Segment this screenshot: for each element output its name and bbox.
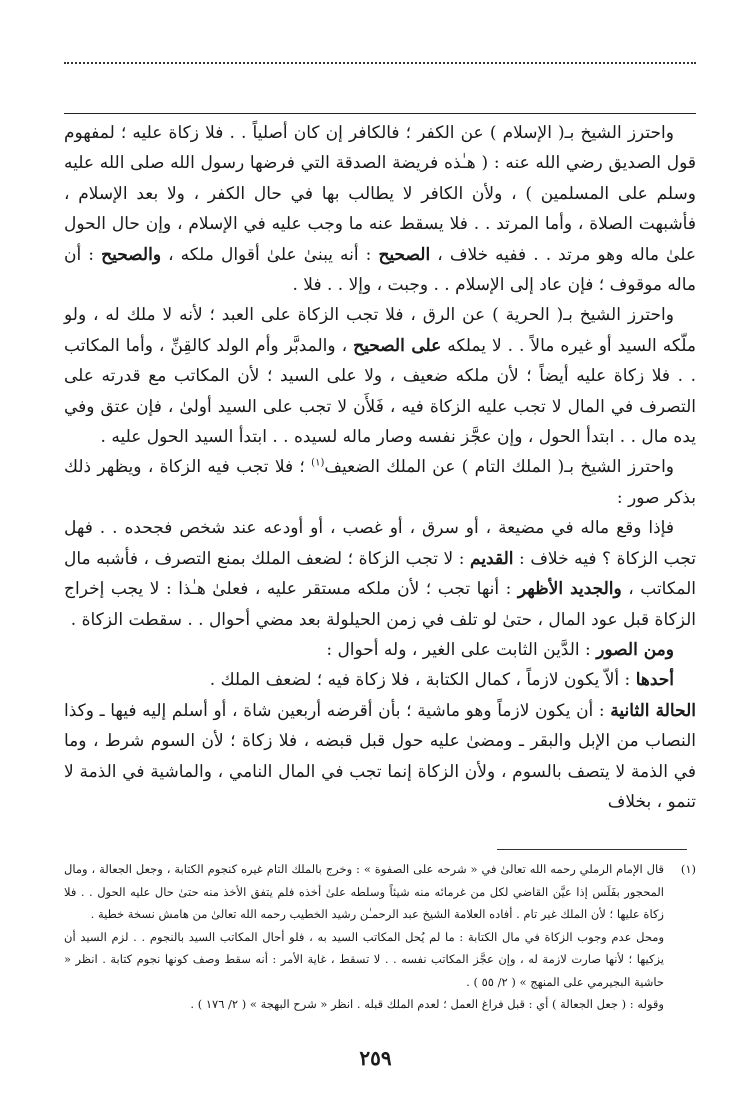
bold-term: والجديد الأظهر xyxy=(517,579,622,600)
paragraph-debt-cases: ومن الصور : الدَّين الثابت على الغير ، وله أحوال : xyxy=(326,639,674,660)
header-rule xyxy=(64,113,696,114)
footnote-number: (١) xyxy=(680,862,696,876)
paragraph-lost-property: فإذا وقع ماله في مضيعة ، أو سرق ، أو غصب ، أو أودعه عند شخص فجحده . . فهل تجب الزكاة ؟ فيه خلاف : القديم : لا تجب الزكاة ؛ لضعف الملك بمنع التصرف ، فأشبه مال المكاتب ، والجديد الأظهر : أنها تجب ؛ لأن ملكه مستقر عليه ، فعلىٰ هـٰذا : لا يجب إخراج الزكاة قبل عود المال ، حتىٰ لو تلف في زمن الحيلولة بعد مضي أحوال . . سقطت الزكاة . xyxy=(64,518,697,630)
bold-term: على الصحيح xyxy=(353,335,442,356)
footnote-paragraph: وقوله : ( جعل الجعالة ) أي : قبل فراغ العمل ؛ لعدم الملك قبله . انظر « شرح البهجة » ( ٢/ ١٧٦ ) . xyxy=(190,997,664,1011)
paragraph-full-ownership: واحترز الشيخ بـ( الملك التام ) عن الملك الضعيف$^{(١)}$ ؛ فلا تجب فيه الزكاة ، ويظهر ذلك بذكر صور : xyxy=(64,457,696,508)
paragraph-freedom: واحترز الشيخ بـ( الحرية ) عن الرق ، فلا تجب الزكاة على العبد ؛ لأنه لا ملك له ، ولو ملّكه السيد أو غيره مالاً . . لا يملكه على الصحيح ، والمدبَّر وأم الولد كالقِنِّ ، وأما المكاتب . . فلا زكاة عليه أيضاً ؛ لأن ملكه ضعيف ، ولا على السيد ؛ لأن المكاتب مع قدرته على التصرف في المال لا تجب عليه الزكاة فيه ، فَلأَن لا تجب على السيد أولىٰ ، فإن عتق وفي يده مال . . ابتدأ الحول ، وإن عجَّز نفسه وصار ماله لسيده . . ابتدأ السيد الحول عليه . xyxy=(64,305,696,448)
paragraph-case-one: أحدها : ألاّ يكون لازماً ، كمال الكتابة ، فلا زكاة فيه ؛ لضعف الملك . xyxy=(209,670,674,691)
footnote-rule xyxy=(497,849,687,850)
bold-term: الصحيح xyxy=(378,244,431,265)
bold-term: أحدها xyxy=(635,670,674,691)
footnote-1 xyxy=(64,858,696,1016)
footnote-marker[interactable]: (١) xyxy=(311,457,325,469)
footnote-paragraph: ومحل عدم وجوب الزكاة في مال الكتابة : ما لم يُحل المكاتب السيد به ، فلو أحال المكاتب السيد بالنجوم . . لزم السيد أن يزكيها ؛ لأنها صارت لازمة له ، وإن عجَّز المكاتب نفسه . . لا تسقط ، غاية الأمر : أنه سقط وصف كونها نجوم كتابة . انظر « حاشية البجيرمي على المنهج » ( ٢/ ٥٥ ) . xyxy=(64,929,664,989)
bold-term: ومن الصور xyxy=(596,639,674,660)
footnote-paragraph: قال الإمام الرملي رحمه الله تعالىٰ في « شرحه على الصفوة » : وخرج بالملك التام غيره كنجوم الكتابة ، وجعل الجعالة ، ومال المحجور بفَلَس إذا عيَّن القاضي لكل من غرمائه منه شيئاً وسلطه علىٰ أخذه فلم يتفق الأخذ منه حتىٰ حال عليه الحول . . فلا زكاة عليها ؛ لأن الملك غير تام . أفاده العلامة الشيخ عبد الرحمـٰن رشيد الخطيب رحمه الله تعالىٰ من هامش نسخة خطية . xyxy=(64,862,664,921)
paragraph-case-two: الحالة الثانية : أن يكون لازماً وهو ماشية ؛ بأن أقرضه أربعين شاة ، أو أسلم إليه فيها ـ وكذا النصاب من الإبل والبقر ـ ومضىٰ عليه حول قبل قبضه ، فلا زكاة ؛ لأن السوم شرط ، وما في الذمة لا يتصف بالسوم ، ولأن الزكاة إنما تجب في المال النامي ، والماشية في الذمة لا تنمو ، بخلاف xyxy=(64,700,696,812)
page-number: ٢٥٩ xyxy=(359,1046,392,1070)
paragraph-islam: واحترز الشيخ بـ( الإسلام ) عن الكفر ؛ فالكافر إن كان أصلياً . . فلا زكاة عليه ؛ لمفهوم قول الصديق رضي الله عنه : ( هـٰذه فريضة الصدقة التي فرضها رسول الله صلى الله عليه وسلم على المسلمين ) ، ولأن الكافر لا يطالب بها في حال الكفر ، ولا بعد الإسلام ، فأشبهت الصلاة ، وأما المرتد . . فلا يسقط عنه ما وجب عليه في الإسلام ، وإن حال الحول علىٰ ماله وهو مرتد . . ففيه خلاف ، الصحيح : أنه يبنىٰ علىٰ أقوال ملكه ، والصحيح : أن ماله موقوف ؛ فإن عاد إلى الإسلام . . وجبت ، وإلا . . فلا . xyxy=(64,123,697,296)
main-text xyxy=(64,118,696,817)
bold-term: القديم xyxy=(470,548,514,569)
footnotes xyxy=(64,858,696,1016)
bold-term: والصحيح xyxy=(101,244,162,265)
footnote-text xyxy=(64,858,664,1016)
dotted-separator xyxy=(64,62,696,64)
bold-term: الحالة الثانية xyxy=(610,700,696,721)
